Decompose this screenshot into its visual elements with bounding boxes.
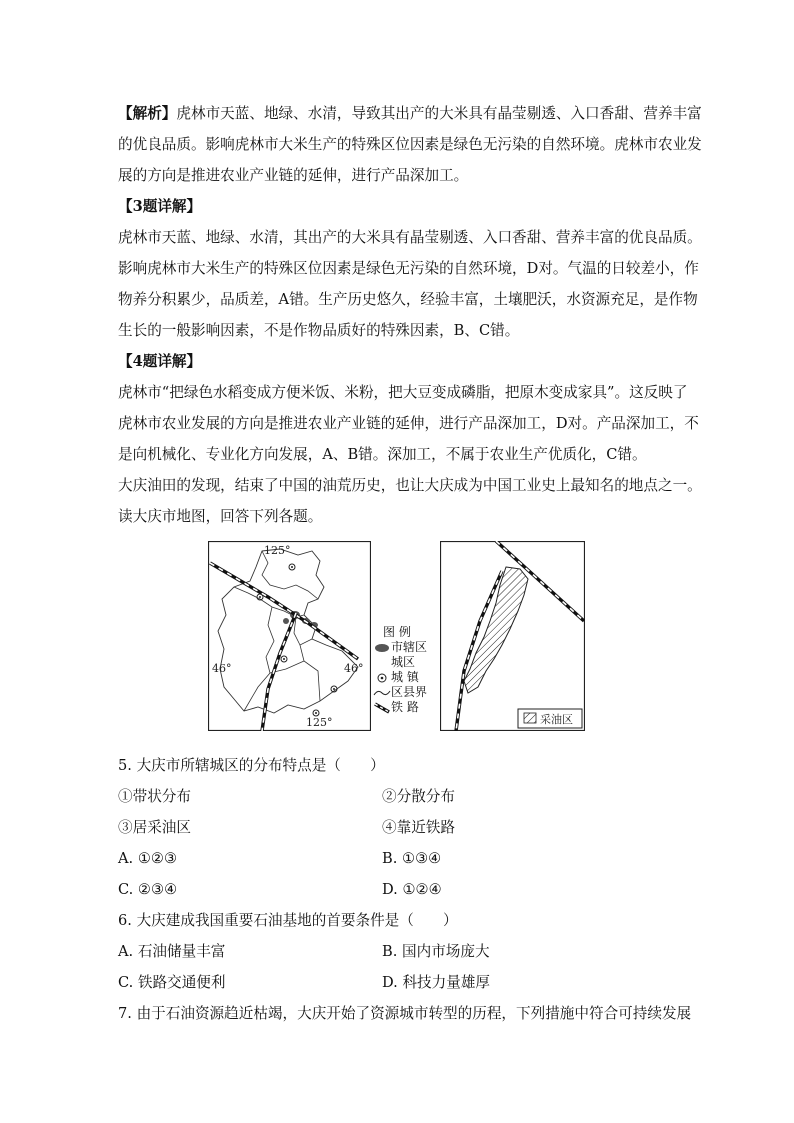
- q3-header: 【3题详解】: [118, 198, 202, 215]
- daqing-city-map: [208, 541, 371, 731]
- q6-option-a: A. 石油储量丰富: [118, 943, 226, 960]
- legend-rail: 铁 路: [391, 700, 419, 714]
- analysis-line-2: 的优良品质。影响虎林市大米生产的特殊区位因素是绿色无污染的自然环境。虎林市农业发: [118, 136, 702, 153]
- q6-row-2: [118, 967, 688, 998]
- q5-statement-4: ④靠近铁路: [382, 819, 455, 836]
- lat-right-label: 46°: [344, 662, 364, 675]
- q6-option-c: C. 铁路交通便利: [118, 974, 226, 991]
- q5-stem: 5. 大庆市所辖城区的分布特点是（ ）: [118, 757, 385, 774]
- lon-top-label: 125°: [264, 544, 291, 557]
- q5-row-3: [118, 843, 688, 874]
- q4-line-2: 虎林市农业发展的方向是推进农业产业链的延伸，进行产品深加工，D对。产品深加工，不: [118, 415, 699, 432]
- q5-statement-3: ③居采油区: [118, 819, 191, 836]
- q4-line-1: 虎林市“把绿色水稻变成方便米饭、米粉，把大豆变成磷脂，把原木变成家具”。这反映了: [118, 384, 688, 401]
- analysis-label: 【解析】: [118, 105, 177, 122]
- border-line-icon: [373, 686, 391, 700]
- q4-line-3: 是向机械化、专业化方向发展，A、B错。深加工，不属于农业生产优质化，C错。: [118, 446, 647, 463]
- q5-row-4: [118, 874, 688, 905]
- lat-left-label: 46°: [212, 662, 232, 675]
- q3-line-4: 生长的一般影响因素，不是作物品质好的特殊因素，B、C错。: [118, 322, 520, 339]
- legend-urban-row: [373, 640, 443, 670]
- map-legend: [373, 625, 443, 715]
- legend-title: 图 例: [383, 625, 411, 639]
- intro-line-2: 读大庆市地图，回答下列各题。: [118, 508, 323, 525]
- q3-line-3: 物养分积累少，品质差，A错。生产历史悠久，经验丰富，土壤肥沃，水资源充足，是作物: [118, 291, 698, 308]
- q3-line-1: 虎林市天蓝、地绿、水清，其出产的大米具有晶莹剔透、入口香甜、营养丰富的优良品质。: [118, 229, 702, 246]
- town-icon: [373, 671, 391, 685]
- analysis-line-1: 【解析】虎林市天蓝、地绿、水清，导致其出产的大米具有晶莹剔透、入口香甜、营养丰富: [118, 105, 702, 122]
- q7-stem: 7. 由于石油资源趋近枯竭，大庆开始了资源城市转型的历程，下列措施中符合可持续发展: [118, 1005, 692, 1022]
- q4-header: 【4题详解】: [118, 353, 202, 370]
- oilfield-map: [440, 541, 585, 731]
- urban-area-icon: [373, 640, 391, 654]
- q6-row-1: [118, 936, 688, 967]
- q5-option-b: B. ①③④: [382, 850, 442, 867]
- legend-town-row: [373, 670, 443, 685]
- q3-line-2: 影响虎林市大米生产的特殊区位因素是绿色无污染的自然环境，D对。气温的日较差小，作: [118, 260, 699, 277]
- legend-rail-row: [373, 700, 443, 715]
- intro-line-1: 大庆油田的发现，结束了中国的油荒历史，也让大庆成为中国工业史上最知名的地点之一。: [118, 477, 702, 494]
- q5-row-1: [118, 781, 688, 812]
- q5-option-d: D. ①②④: [382, 881, 442, 898]
- q5-statement-1: ①带状分布: [118, 788, 191, 805]
- legend-town: 城 镇: [391, 670, 419, 684]
- q6-option-b: B. 国内市场庞大: [382, 943, 490, 960]
- railway-icon: [373, 701, 391, 715]
- legend-urban-2: 城区: [391, 655, 416, 669]
- exam-page: [118, 98, 702, 1029]
- legend-urban-1: 市辖区: [391, 640, 428, 654]
- legend-border: 区县界: [391, 685, 428, 699]
- q6-option-d: D. 科技力量雄厚: [382, 974, 491, 991]
- q5-row-2: [118, 812, 688, 843]
- q6-stem: 6. 大庆建成我国重要石油基地的首要条件是（ ）: [118, 912, 458, 929]
- daqing-maps: [118, 541, 688, 741]
- oil-area-label: 采油区: [540, 713, 573, 726]
- analysis-line-3: 展的方向是推进农业产业链的延伸，进行产品深加工。: [118, 167, 469, 184]
- legend-border-row: [373, 685, 443, 700]
- q5-option-a: A. ①②③: [118, 850, 178, 867]
- q5-option-c: C. ②③④: [118, 881, 178, 898]
- lon-bottom-label: 125°: [306, 716, 333, 729]
- q5-statement-2: ②分散分布: [382, 788, 455, 805]
